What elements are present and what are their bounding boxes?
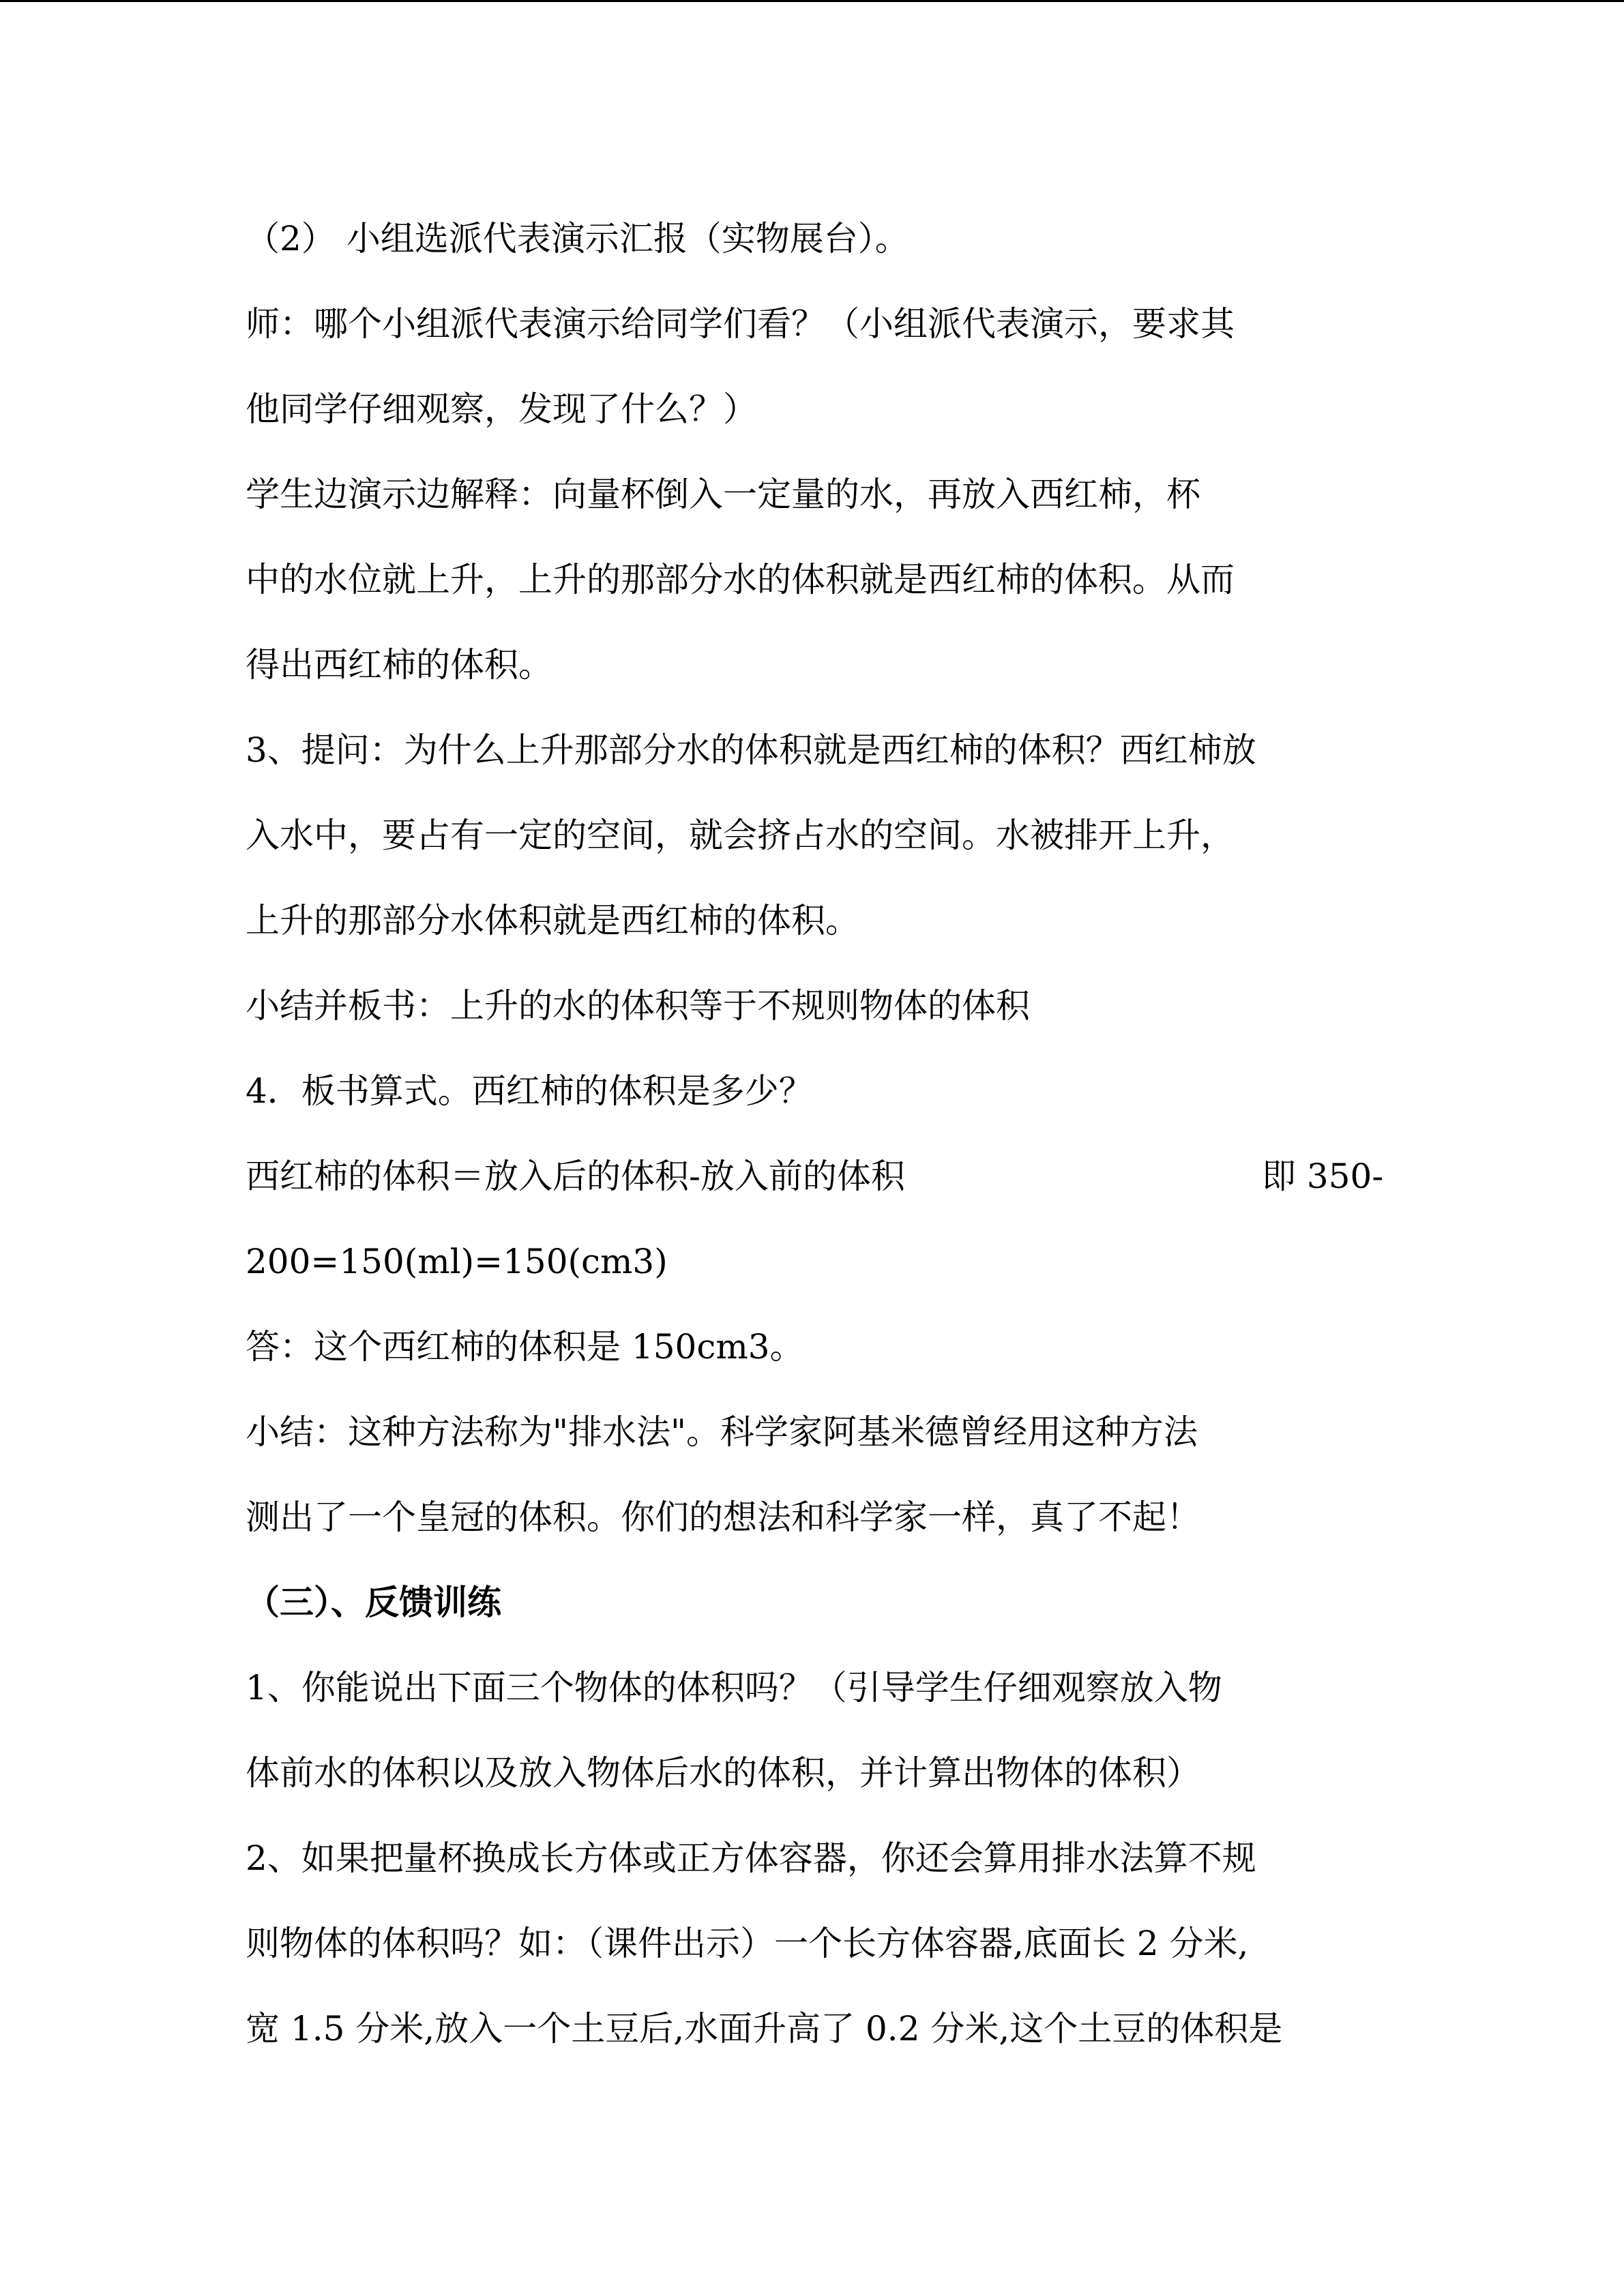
section-heading: （三）、反馈训练 [246,1582,501,1622]
text-line: 体前水的体积以及放入物体后水的体积，并计算出物体的体积） [246,1753,1200,1793]
text-line: 4．板书算式。西红柿的体积是多少？ [246,1071,813,1111]
text-line: 师：哪个小组派代表演示给同学们看？（小组派代表演示，要求其 [246,304,1235,344]
text-line: 则物体的体积吗？如：（课件出示）一个长方体容器,底面长 2 分米, [246,1924,1249,1963]
text-line: 200=150(ml)=150(cm3) [246,1242,668,1281]
text-line: 小结并板书：上升的水的体积等于不规则物体的体积 [246,986,1030,1026]
text-line: 入水中，要占有一定的空间，就会挤占水的空间。水被排开上升， [246,816,1235,855]
text-line: 1、你能说出下面三个物体的体积吗？（引导学生仔细观察放入物 [246,1668,1222,1708]
text-line: 西红柿的体积＝放入后的体积-放入前的体积 [246,1157,905,1196]
text-line: 2、如果把量杯换成长方体或正方体容器，你还会算用排水法算不规 [246,1838,1256,1878]
text-line: 上升的那部分水体积就是西红柿的体积。 [246,901,859,940]
text-line: 测出了一个皇冠的体积。你们的想法和科学家一样，真了不起！ [246,1497,1200,1537]
text-line: 3、提问：为什么上升那部分水的体积就是西红柿的体积？西红柿放 [246,730,1256,770]
text-line: 中的水位就上升，上升的那部分水的体积就是西红柿的体积。从而 [246,560,1235,599]
text-line: 他同学仔细观察，发现了什么？） [246,389,757,429]
text-line: 宽 1.5 分米,放入一个土豆后,水面升高了 0.2 分米,这个土豆的体积是 [246,2009,1283,2048]
page-top-border [0,0,1624,2]
text-line-right: 即 350- [1262,1157,1384,1196]
text-line: 小结：这种方法称为"排水法"。科学家阿基米德曾经用这种方法 [246,1412,1198,1452]
text-line: 得出西红柿的体积。 [246,645,552,685]
text-line: （2） 小组选派代表演示汇报（实物展台）。 [246,219,909,258]
text-line: 答：这个西红柿的体积是 150cm3。 [246,1327,804,1367]
text-line: 学生边演示边解释：向量杯倒入一定量的水，再放入西红柿，杯 [246,475,1200,514]
